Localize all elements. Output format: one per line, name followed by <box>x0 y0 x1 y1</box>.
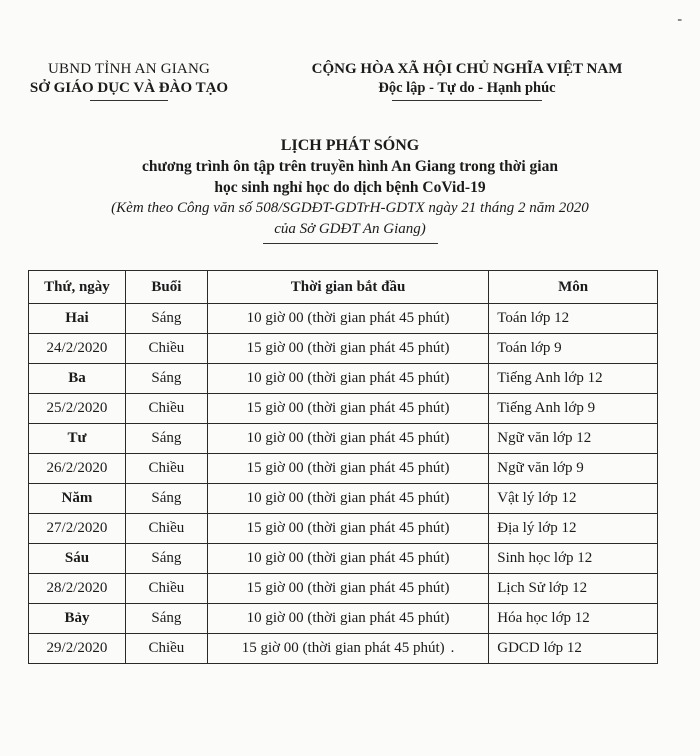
table-row <box>29 634 658 664</box>
column-header-session: Buổi <box>125 271 207 304</box>
start-time-cell: 15 giờ 00 (thời gian phát 45 phút) <box>207 394 488 424</box>
header-right-underline <box>392 100 542 101</box>
table-row <box>29 364 658 394</box>
day-cell: Tư <box>29 424 126 454</box>
national-motto: Độc lập - Tự do - Hạnh phúc <box>378 80 556 96</box>
subject-cell: Ngữ văn lớp 12 <box>489 424 658 454</box>
date-cell: 28/2/2020 <box>29 574 126 604</box>
start-time-cell: 10 giờ 00 (thời gian phát 45 phút) <box>207 604 488 634</box>
subject-cell: Sinh học lớp 12 <box>489 544 658 574</box>
start-time-cell: 15 giờ 00 (thời gian phát 45 phút) <box>207 334 488 364</box>
start-time-text: 15 giờ 00 (thời gian phát 45 phút) <box>241 640 445 656</box>
session-cell: Chiều <box>125 634 207 664</box>
table-row <box>29 334 658 364</box>
column-header-subject: Môn <box>489 271 658 304</box>
subject-cell: Địa lý lớp 12 <box>489 514 658 544</box>
start-time-cell: 15 giờ 00 (thời gian phát 45 phút) <box>207 514 488 544</box>
start-time-cell: 10 giờ 00 (thời gian phát 45 phút) <box>207 544 488 574</box>
table-row <box>29 304 658 334</box>
country-name: CỘNG HÒA XÃ HỘI CHỦ NGHĨA VIỆT NAM <box>311 61 623 77</box>
date-cell: 26/2/2020 <box>29 454 126 484</box>
session-cell: Sáng <box>125 424 207 454</box>
subject-cell: Hóa học lớp 12 <box>489 604 658 634</box>
table-row <box>29 484 658 514</box>
subject-cell: Vật lý lớp 12 <box>489 484 658 514</box>
subject-cell: Tiếng Anh lớp 9 <box>489 394 658 424</box>
start-time-cell: 10 giờ 00 (thời gian phát 45 phút) <box>207 364 488 394</box>
document-title-block <box>40 136 660 244</box>
table-row <box>29 604 658 634</box>
day-cell: Bảy <box>29 604 126 634</box>
session-cell: Chiều <box>125 514 207 544</box>
session-cell: Chiều <box>125 394 207 424</box>
day-cell: Năm <box>29 484 126 514</box>
issuing-authority-header <box>24 60 234 101</box>
start-time-cell: 15 giờ 00 (thời gian phát 45 phút) <box>207 574 488 604</box>
column-header-start-time: Thời gian bắt đầu <box>207 271 488 304</box>
document-subtitle-line2: học sinh nghỉ học do dịch bệnh CoVid-19 <box>214 179 486 196</box>
subject-cell: GDCD lớp 12 <box>489 634 658 664</box>
session-cell: Chiều <box>125 334 207 364</box>
table-row <box>29 514 658 544</box>
title-underline <box>263 243 438 244</box>
table-header-row <box>29 271 658 304</box>
trailing-mark: . <box>450 640 455 656</box>
department-name: SỞ GIÁO DỤC VÀ ĐÀO TẠO <box>29 80 229 96</box>
start-time-cell: 10 giờ 00 (thời gian phát 45 phút) <box>207 424 488 454</box>
province-committee-name: UBND TỈNH AN GIANG <box>47 61 211 77</box>
session-cell: Sáng <box>125 484 207 514</box>
table-row <box>29 424 658 454</box>
broadcast-schedule-table <box>28 270 658 664</box>
day-cell: Sáu <box>29 544 126 574</box>
table-row <box>29 394 658 424</box>
document-subtitle-line1: chương trình ôn tập trên truyền hình An Giang trong thời gian <box>142 158 558 175</box>
session-cell: Sáng <box>125 544 207 574</box>
document-title: LỊCH PHÁT SÓNG <box>280 137 420 154</box>
document-reference-line2: của Sở GDĐT An Giang) <box>274 221 426 237</box>
session-cell: Sáng <box>125 364 207 394</box>
date-cell: 29/2/2020 <box>29 634 126 664</box>
document-reference-line1: (Kèm theo Công văn số 508/SGDĐT-GDTrH-GDTX ngày 21 tháng 2 năm 2020 <box>111 200 589 216</box>
national-header <box>282 60 652 101</box>
start-time-cell <box>207 634 488 664</box>
header-left-underline <box>90 100 168 101</box>
column-header-day: Thứ, ngày <box>29 271 126 304</box>
start-time-cell: 15 giờ 00 (thời gian phát 45 phút) <box>207 454 488 484</box>
start-time-cell: 10 giờ 00 (thời gian phát 45 phút) <box>207 484 488 514</box>
session-cell: Sáng <box>125 604 207 634</box>
subject-cell: Toán lớp 9 <box>489 334 658 364</box>
session-cell: Chiều <box>125 454 207 484</box>
subject-cell: Tiếng Anh lớp 12 <box>489 364 658 394</box>
day-cell: Ba <box>29 364 126 394</box>
table-row <box>29 454 658 484</box>
corner-mark: - <box>677 12 682 27</box>
date-cell: 24/2/2020 <box>29 334 126 364</box>
session-cell: Chiều <box>125 574 207 604</box>
date-cell: 25/2/2020 <box>29 394 126 424</box>
subject-cell: Toán lớp 12 <box>489 304 658 334</box>
date-cell: 27/2/2020 <box>29 514 126 544</box>
subject-cell: Lịch Sử lớp 12 <box>489 574 658 604</box>
day-cell: Hai <box>29 304 126 334</box>
start-time-cell: 10 giờ 00 (thời gian phát 45 phút) <box>207 304 488 334</box>
session-cell: Sáng <box>125 304 207 334</box>
table-row <box>29 574 658 604</box>
subject-cell: Ngữ văn lớp 9 <box>489 454 658 484</box>
table-row <box>29 544 658 574</box>
